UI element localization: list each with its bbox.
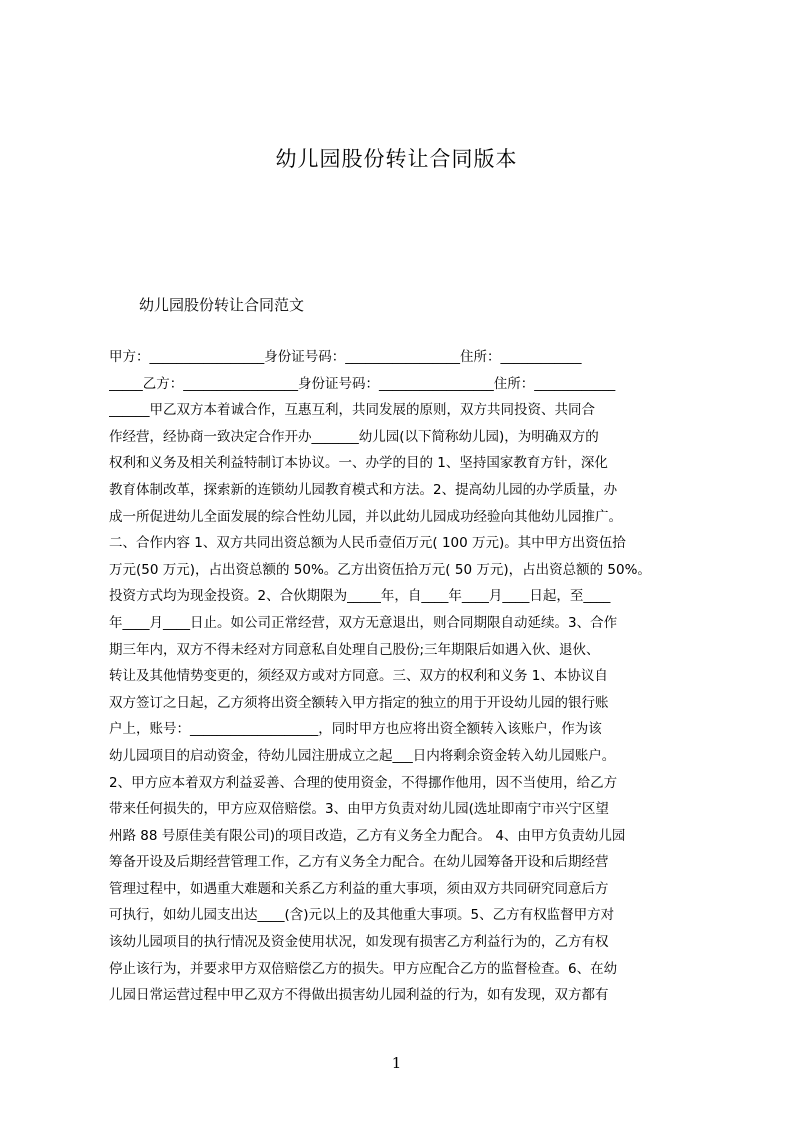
body-line: 作经营，经协商一致决定合作开办_______幼儿园(以下简称幼儿园)，为明确双方的 [109, 428, 599, 445]
body-line: 双方签订之日起，乙方须将出资全额转入甲方指定的独立的用于开设幼儿园的银行账 [109, 694, 609, 711]
body-line: 成一所促进幼儿全面发展的综合性幼儿园，并以此幼儿园成功经验向其他幼儿园推广。 [109, 508, 622, 525]
body-line: _____乙方：_________________身份证号码：_________________住所：____________ [109, 375, 616, 392]
document-subtitle: 幼儿园股份转让合同范文 [139, 296, 305, 314]
body-line: 权利和义务及相关利益特制订本协议。一、办学的目的 1、坚持国家教育方针，深化 [109, 455, 608, 472]
body-line: 幼儿园项目的启动资金，待幼儿园注册成立之起___日内将剩余资金转入幼儿园账户。 [109, 747, 616, 764]
body-line: 年____月____日止。如公司正常经营，双方无意退出，则合同期限自动延续。3、合作 [109, 614, 618, 631]
body-line: 甲方：_________________身份证号码：_________________住所：____________ [109, 349, 582, 365]
body-line: 投资方式均为现金投资。2、合伙期限为_____年，自____年____月____日起，至____ [109, 588, 611, 605]
body-line: 儿园日常运营过程中甲乙双方不得做出损害幼儿园利益的行为，如有发现，双方都有 [109, 987, 609, 1004]
body-line: 2、甲方应本着双方利益妥善、合理的使用资金，不得挪作他用，因不当使用，给乙方 [109, 774, 618, 791]
body-line: 户上，账号：___________________，同时甲方也应将出资全额转入该账户，作为该 [109, 721, 602, 738]
body-line: 二、合作内容 1、双方共同出资总额为人民币壹佰万元( 100 万元)。其中甲方出资伍拾 [109, 535, 626, 552]
body-line: 州路 88 号原佳美有限公司)的项目改造，乙方有义务全力配合。 4、由甲方负责幼儿园 [109, 827, 626, 844]
body-line: 教育体制改革，探索新的连锁幼儿园教育模式和方法。2、提高幼儿园的办学质量，办 [109, 481, 618, 498]
body-line: 万元(50 万元)，占出资总额的 50%。乙方出资伍拾万元( 50 万元)，占出资总额的 50%。 [109, 561, 651, 578]
body-line: ______甲乙双方本着诚合作，互惠互利，共同发展的原则，双方共同投资、共同合 [109, 402, 595, 419]
body-line: 可执行，如幼儿园支出达____(含)元以上的及其他重大事项。5、乙方有权监督甲方对 [109, 907, 615, 924]
body-line: 停止该行为，并要求甲方双倍赔偿乙方的损失。甲方应配合乙方的监督检查。6、在幼 [109, 960, 618, 977]
body-line: 期三年内，双方不得未经对方同意私自处理自己股份;三年期限后如遇入伙、退伙、 [109, 641, 600, 658]
body-line: 该幼儿园项目的执行情况及资金使用状况，如发现有损害乙方利益行为的，乙方有权 [109, 934, 609, 951]
body-line: 转让及其他情势变更的，须经双方或对方同意。三、双方的权利和义务 1、本协议自 [109, 668, 608, 685]
page-number: 1 [391, 1054, 402, 1072]
body-line: 管理过程中，如遇重大难题和关系乙方利益的重大事项，须由双方共同研究同意后方 [109, 880, 609, 897]
body-line: 筹备开设及后期经营管理工作，乙方有义务全力配合。在幼儿园筹备开设和后期经营 [109, 854, 609, 871]
contract-body [109, 344, 697, 1004]
document-title: 幼儿园股份转让合同版本 [275, 147, 518, 171]
body-line: 带来任何损失的，甲方应双倍赔偿。3、由甲方负责对幼儿园(选址即南宁市兴宁区望 [109, 801, 609, 818]
